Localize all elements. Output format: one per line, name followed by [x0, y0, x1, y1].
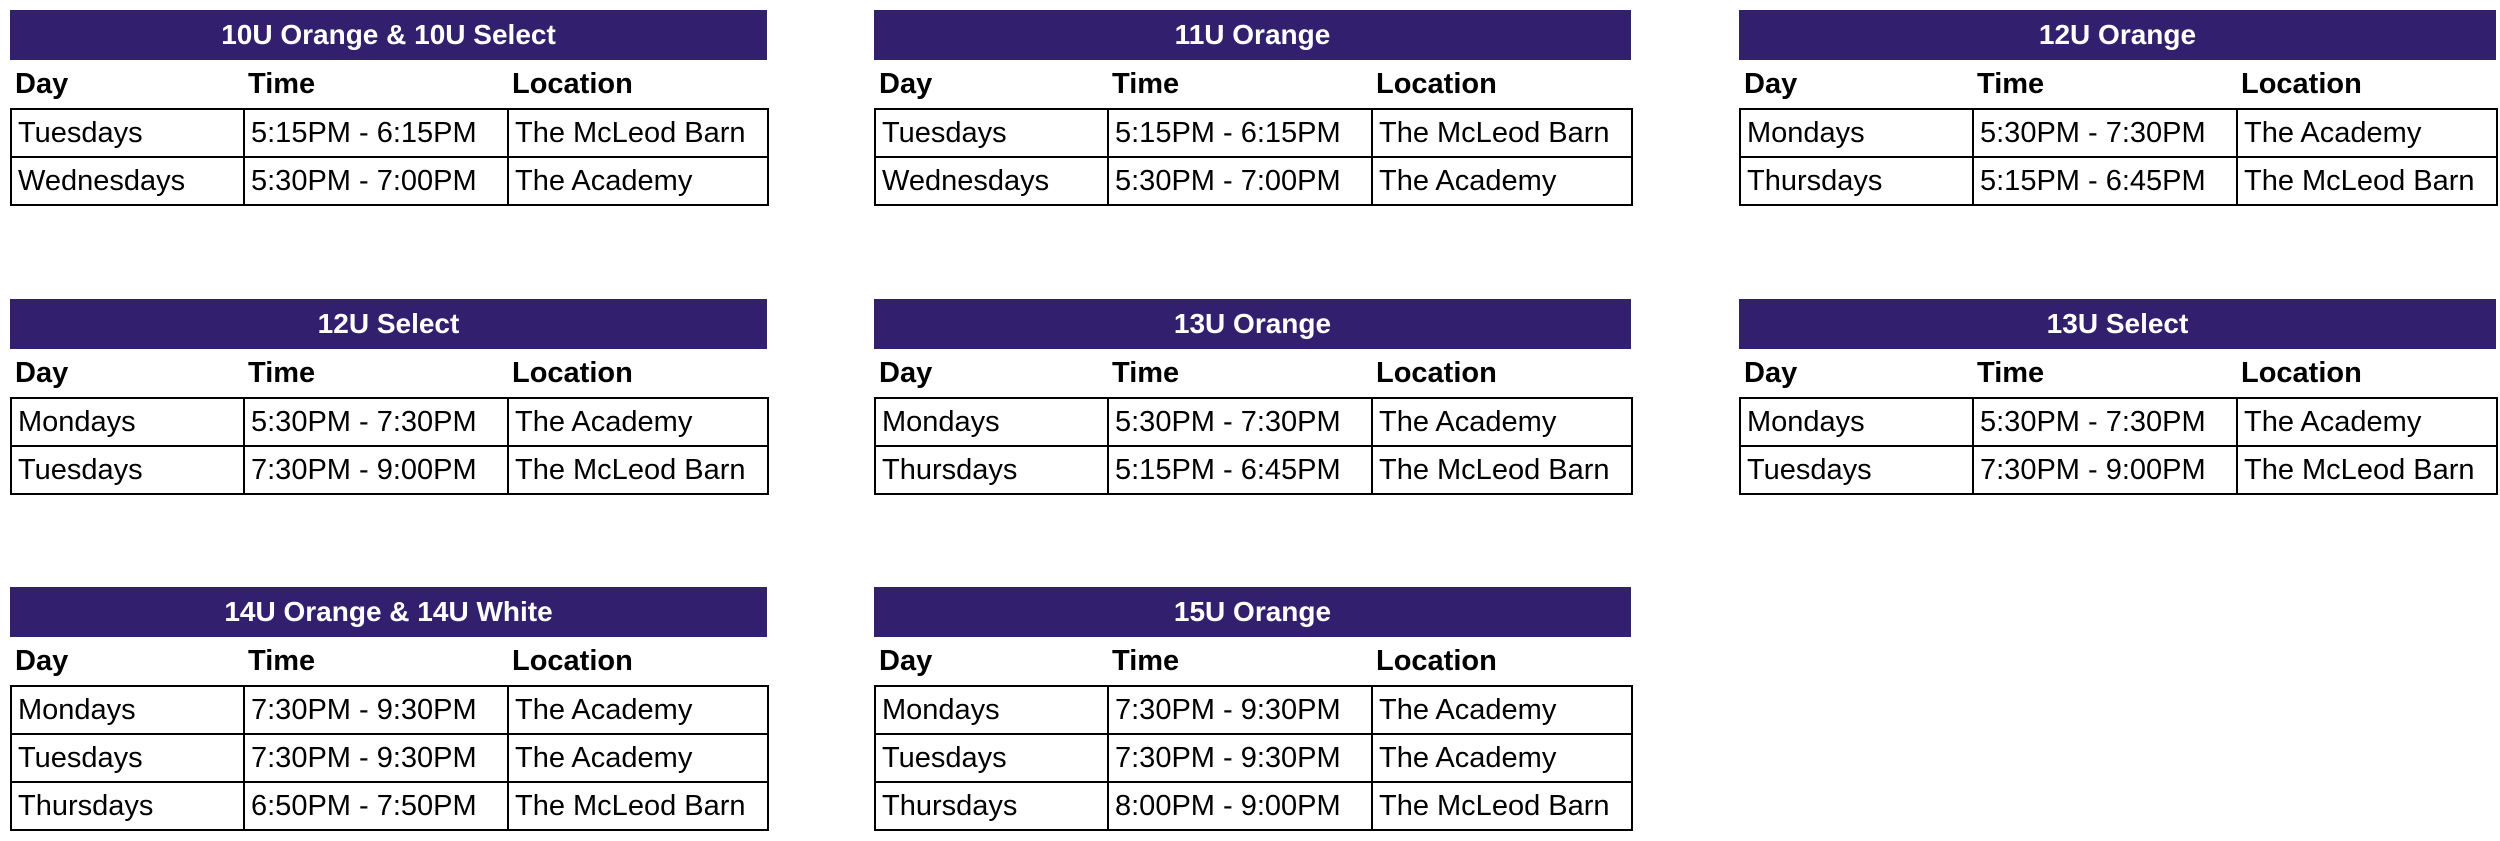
location-cell: The Academy: [2237, 109, 2497, 157]
day-header: Day: [1740, 349, 1973, 398]
table-row: [875, 446, 1632, 494]
time-cell: 7:30PM - 9:30PM: [1108, 734, 1372, 782]
location-cell: The Academy: [1372, 686, 1632, 734]
location-header: Location: [508, 349, 768, 398]
location-header: Location: [1372, 637, 1632, 686]
team-title: 13U Select: [1739, 299, 2496, 349]
day-cell: Mondays: [11, 686, 244, 734]
day-cell: Thursdays: [875, 782, 1108, 830]
team-schedule: [10, 587, 767, 831]
location-header: Location: [2237, 60, 2497, 109]
day-cell: Mondays: [1740, 109, 1973, 157]
time-header: Time: [1973, 60, 2237, 109]
location-cell: The Academy: [508, 686, 768, 734]
header-row: [11, 60, 768, 109]
table-row: [875, 109, 1632, 157]
time-cell: 7:30PM - 9:00PM: [1973, 446, 2237, 494]
day-cell: Thursdays: [875, 446, 1108, 494]
location-cell: The Academy: [2237, 398, 2497, 446]
location-header: Location: [2237, 349, 2497, 398]
time-cell: 5:30PM - 7:00PM: [1108, 157, 1372, 205]
team-schedule: [874, 299, 1631, 495]
location-cell: The Academy: [508, 398, 768, 446]
day-header: Day: [875, 60, 1108, 109]
table-row: [1740, 109, 2497, 157]
day-cell: Mondays: [875, 398, 1108, 446]
table-row: [11, 782, 768, 830]
time-header: Time: [1108, 637, 1372, 686]
time-header: Time: [1108, 349, 1372, 398]
day-cell: Mondays: [875, 686, 1108, 734]
location-header: Location: [1372, 60, 1632, 109]
table-row: [1740, 157, 2497, 205]
team-title: 14U Orange & 14U White: [10, 587, 767, 637]
day-cell: Tuesdays: [11, 446, 244, 494]
table-row: [875, 782, 1632, 830]
schedule-table: [874, 349, 1633, 495]
team-schedule: [10, 10, 767, 206]
header-row: [1740, 60, 2497, 109]
time-cell: 5:30PM - 7:30PM: [244, 398, 508, 446]
day-header: Day: [11, 60, 244, 109]
day-cell: Thursdays: [1740, 157, 1973, 205]
location-cell: The McLeod Barn: [1372, 782, 1632, 830]
time-header: Time: [244, 637, 508, 686]
team-title: 12U Select: [10, 299, 767, 349]
table-row: [1740, 398, 2497, 446]
time-cell: 5:30PM - 7:00PM: [244, 157, 508, 205]
day-header: Day: [875, 637, 1108, 686]
day-cell: Tuesdays: [875, 109, 1108, 157]
time-cell: 6:50PM - 7:50PM: [244, 782, 508, 830]
time-cell: 5:30PM - 7:30PM: [1973, 109, 2237, 157]
schedule-table: [1739, 60, 2498, 206]
team-title: 13U Orange: [874, 299, 1631, 349]
location-cell: The McLeod Barn: [1372, 109, 1632, 157]
header-row: [1740, 349, 2497, 398]
schedule-table: [10, 60, 769, 206]
table-row: [1740, 446, 2497, 494]
header-row: [875, 349, 1632, 398]
location-cell: The Academy: [1372, 157, 1632, 205]
table-row: [11, 157, 768, 205]
location-cell: The McLeod Barn: [508, 109, 768, 157]
table-row: [875, 686, 1632, 734]
day-header: Day: [875, 349, 1108, 398]
day-cell: Tuesdays: [11, 734, 244, 782]
day-cell: Thursdays: [11, 782, 244, 830]
table-row: [875, 734, 1632, 782]
time-cell: 7:30PM - 9:30PM: [244, 686, 508, 734]
time-header: Time: [1108, 60, 1372, 109]
team-title: 11U Orange: [874, 10, 1631, 60]
location-cell: The Academy: [508, 734, 768, 782]
location-cell: The McLeod Barn: [508, 782, 768, 830]
team-title: 12U Orange: [1739, 10, 2496, 60]
schedule-table: [874, 637, 1633, 831]
day-cell: Mondays: [11, 398, 244, 446]
location-header: Location: [1372, 349, 1632, 398]
location-cell: The McLeod Barn: [2237, 446, 2497, 494]
location-cell: The Academy: [1372, 734, 1632, 782]
day-cell: Wednesdays: [11, 157, 244, 205]
header-row: [11, 349, 768, 398]
team-schedule: [874, 10, 1631, 206]
team-schedule: [874, 587, 1631, 831]
schedule-table: [10, 349, 769, 495]
team-title: 15U Orange: [874, 587, 1631, 637]
schedule-table: [10, 637, 769, 831]
day-cell: Tuesdays: [11, 109, 244, 157]
table-row: [11, 734, 768, 782]
time-cell: 5:30PM - 7:30PM: [1108, 398, 1372, 446]
header-row: [11, 637, 768, 686]
schedule-table: [874, 60, 1633, 206]
time-cell: 5:15PM - 6:45PM: [1108, 446, 1372, 494]
day-cell: Mondays: [1740, 398, 1973, 446]
time-cell: 7:30PM - 9:30PM: [1108, 686, 1372, 734]
time-cell: 5:15PM - 6:15PM: [244, 109, 508, 157]
header-row: [875, 637, 1632, 686]
team-title: 10U Orange & 10U Select: [10, 10, 767, 60]
day-header: Day: [1740, 60, 1973, 109]
location-header: Location: [508, 637, 768, 686]
day-header: Day: [11, 637, 244, 686]
time-cell: 8:00PM - 9:00PM: [1108, 782, 1372, 830]
table-row: [11, 446, 768, 494]
location-cell: The Academy: [1372, 398, 1632, 446]
team-schedule: [1739, 10, 2496, 206]
table-row: [875, 157, 1632, 205]
time-cell: 7:30PM - 9:00PM: [244, 446, 508, 494]
table-row: [11, 109, 768, 157]
time-cell: 5:15PM - 6:45PM: [1973, 157, 2237, 205]
header-row: [875, 60, 1632, 109]
day-cell: Wednesdays: [875, 157, 1108, 205]
time-cell: 5:15PM - 6:15PM: [1108, 109, 1372, 157]
location-cell: The McLeod Barn: [508, 446, 768, 494]
location-header: Location: [508, 60, 768, 109]
day-header: Day: [11, 349, 244, 398]
time-header: Time: [1973, 349, 2237, 398]
time-cell: 5:30PM - 7:30PM: [1973, 398, 2237, 446]
day-cell: Tuesdays: [875, 734, 1108, 782]
location-cell: The Academy: [508, 157, 768, 205]
table-row: [11, 686, 768, 734]
location-cell: The McLeod Barn: [1372, 446, 1632, 494]
time-header: Time: [244, 349, 508, 398]
location-cell: The McLeod Barn: [2237, 157, 2497, 205]
time-header: Time: [244, 60, 508, 109]
team-schedule: [1739, 299, 2496, 495]
team-schedule: [10, 299, 767, 495]
table-row: [11, 398, 768, 446]
day-cell: Tuesdays: [1740, 446, 1973, 494]
schedule-table: [1739, 349, 2498, 495]
time-cell: 7:30PM - 9:30PM: [244, 734, 508, 782]
table-row: [875, 398, 1632, 446]
